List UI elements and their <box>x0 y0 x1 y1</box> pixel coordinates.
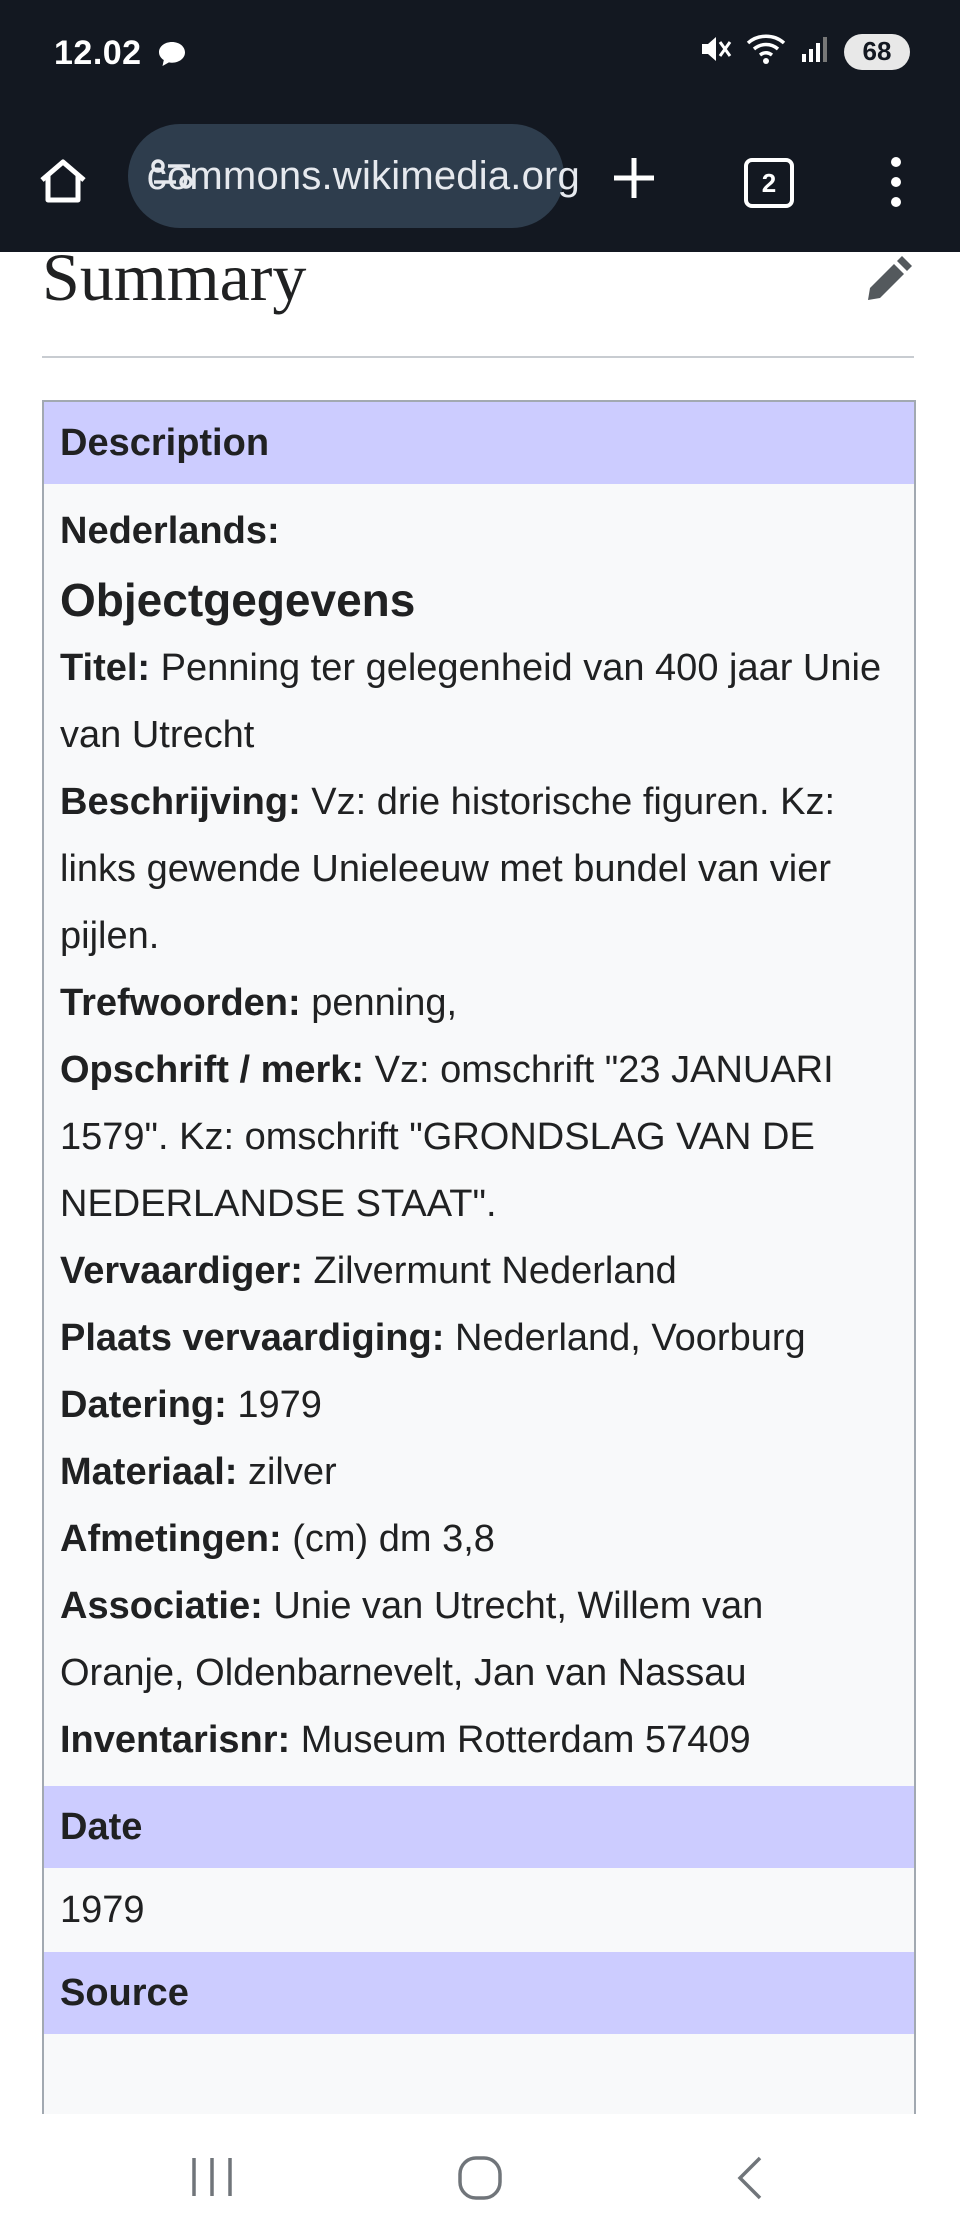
heading-divider <box>42 356 914 358</box>
field-value: penning, <box>311 982 458 1024</box>
date-header: Date <box>44 1786 914 1868</box>
field-value: 1979 <box>237 1384 322 1426</box>
tabs-icon[interactable]: 2 <box>744 158 794 208</box>
home-icon[interactable] <box>36 154 90 213</box>
field-key: Vervaardiger: <box>60 1250 303 1292</box>
page-content <box>0 239 960 2114</box>
field-key: Afmetingen: <box>60 1518 282 1560</box>
home-button-icon[interactable] <box>456 2154 504 2207</box>
field-value: Vz: omschrift "23 JANUARI 1579". Kz: omschrift "GRONDSLAG VAN DE NEDERLANDSE STAAT". <box>60 1049 834 1225</box>
status-bar <box>0 0 960 110</box>
field-key: Opschrift / merk: <box>60 1049 365 1091</box>
field-row <box>60 1305 898 1372</box>
system-navigation-bar <box>0 2114 960 2240</box>
new-tab-icon[interactable] <box>608 152 660 209</box>
address-bar[interactable] <box>128 124 580 228</box>
field-key: Associatie: <box>60 1585 263 1627</box>
status-time: 12.02 <box>54 34 142 72</box>
wifi-icon <box>746 32 786 71</box>
field-key: Trefwoorden: <box>60 982 301 1024</box>
language-label: Nederlands: <box>60 510 280 552</box>
signal-icon <box>800 34 830 69</box>
field-row <box>60 1573 898 1707</box>
field-row <box>60 1238 898 1305</box>
field-value: Penning ter gelegenheid van 400 jaar Unie van Utrecht <box>60 647 882 756</box>
field-row <box>60 1037 898 1238</box>
field-value: zilver <box>247 1451 337 1493</box>
field-key: Datering: <box>60 1384 227 1426</box>
battery-indicator: 68 <box>844 34 910 70</box>
field-row <box>60 1707 898 1774</box>
information-table <box>42 400 916 2162</box>
field-value: Unie van Utrecht, Willem van Oranje, Oldenbarnevelt, Jan van Nassau <box>60 1585 764 1694</box>
chat-bubble-icon <box>157 40 187 73</box>
field-key: Materiaal: <box>60 1451 238 1493</box>
description-cell <box>44 484 914 1786</box>
section-heading: Summary <box>42 239 307 315</box>
status-icons <box>698 32 910 71</box>
recents-icon[interactable] <box>190 2154 234 2205</box>
object-title: Objectgegevens <box>60 574 416 626</box>
field-value: Vz: drie historische figuren. Kz: links gewende Unieleeuw met bundel van vier pijlen. <box>60 781 836 957</box>
field-key: Beschrijving: <box>60 781 301 823</box>
field-row <box>60 970 898 1037</box>
field-row <box>60 635 898 769</box>
mute-icon <box>698 32 732 71</box>
field-key: Plaats vervaardiging: <box>60 1317 445 1359</box>
field-value: Nederland, Voorburg <box>454 1317 806 1359</box>
pencil-icon[interactable] <box>860 254 914 313</box>
back-icon[interactable] <box>732 2154 768 2207</box>
url-text[interactable]: commons.wikimedia.org <box>146 153 580 198</box>
date-value: 1979 <box>44 1868 914 1952</box>
field-row <box>60 1372 898 1439</box>
field-key: Inventarisnr: <box>60 1719 291 1761</box>
browser-toolbar <box>0 110 960 254</box>
field-row <box>60 769 898 970</box>
field-key: Titel: <box>60 647 151 689</box>
field-value: (cm) dm 3,8 <box>292 1518 495 1560</box>
field-value: Museum Rotterdam 57409 <box>300 1719 751 1761</box>
description-header: Description <box>44 402 914 484</box>
field-row <box>60 1506 898 1573</box>
source-header: Source <box>44 1952 914 2034</box>
menu-icon[interactable] <box>884 154 908 215</box>
field-value: Zilvermunt Nederland <box>313 1250 677 1292</box>
field-row <box>60 1439 898 1506</box>
